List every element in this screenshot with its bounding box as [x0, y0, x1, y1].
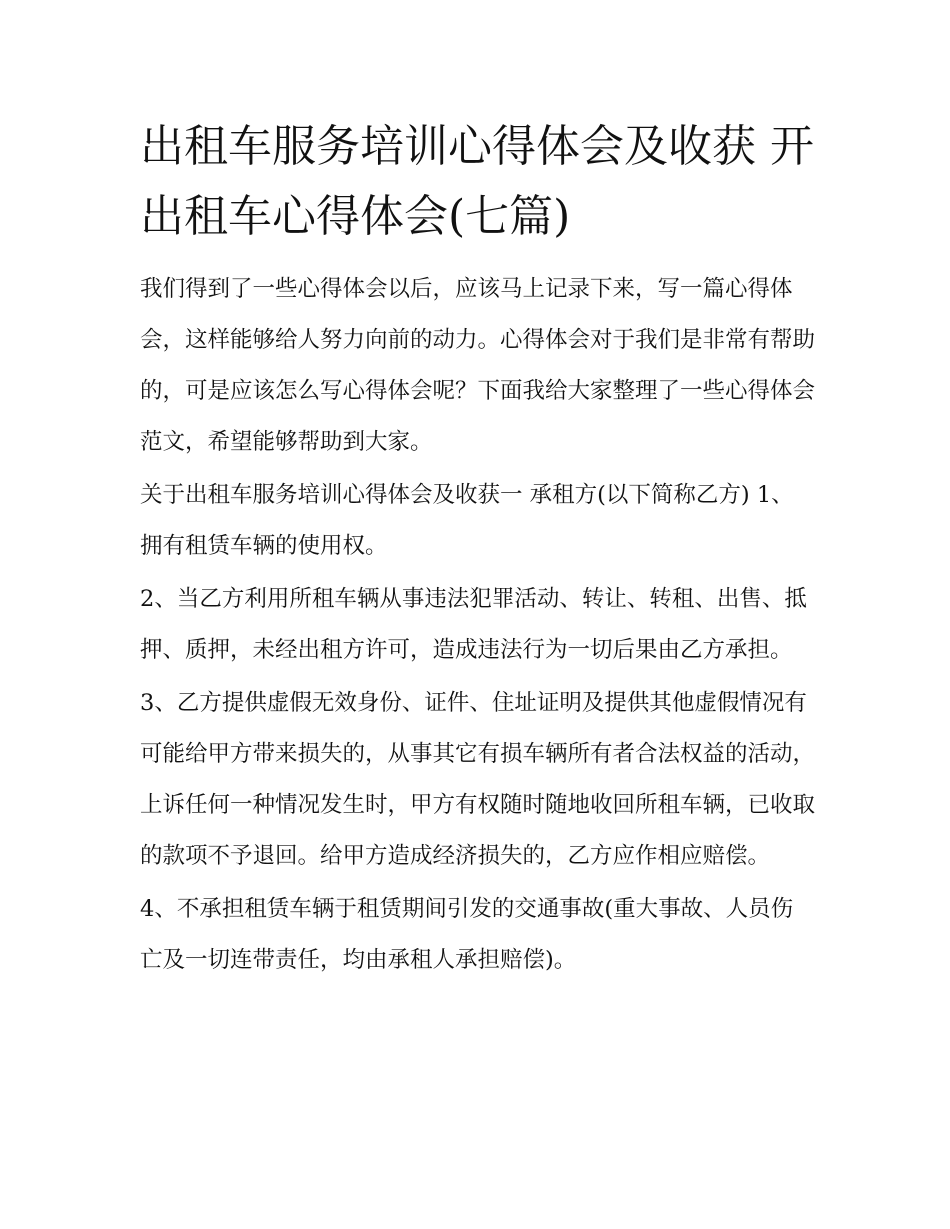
document-title: 出租车服务培训心得体会及收获 开出租车心得体会(七篇) [140, 121, 814, 242]
clause-3-paragraph: 3、乙方提供虚假无效身份、证件、住址证明及提供其他虚假情况有可能给甲方带来损失的，从事其它有损车辆所有者合法权益的活动，上诉任何一种情况发生时，甲方有权随时随地收回所租车辆，已收取的款项不予退回。给甲方造成经济损失的，乙方应作相应赔偿。 [140, 690, 816, 869]
clause-4-paragraph: 4、不承担租赁车辆于租赁期间引发的交通事故(重大事故、人员伤亡及一切连带责任，均由承租人承担赔偿)。 [140, 896, 794, 973]
clause-2-paragraph: 2、当乙方利用所租车辆从事违法犯罪活动、转让、转租、出售、抵押、质押，未经出租方许可，造成违法行为一切后果由乙方承担。 [140, 586, 807, 663]
section-paragraph: 关于出租车服务培训心得体会及收获一 承租方(以下简称乙方) 1、拥有租赁车辆的使用权。 [140, 482, 794, 559]
intro-paragraph: 我们得到了一些心得体会以后，应该马上记录下来，写一篇心得体会，这样能够给人努力向前的动力。心得体会对于我们是非常有帮助的，可是应该怎么写心得体会呢？下面我给大家整理了一些心得体会范文，希望能够帮助到大家。 [140, 276, 816, 455]
document-body [140, 112, 815, 988]
